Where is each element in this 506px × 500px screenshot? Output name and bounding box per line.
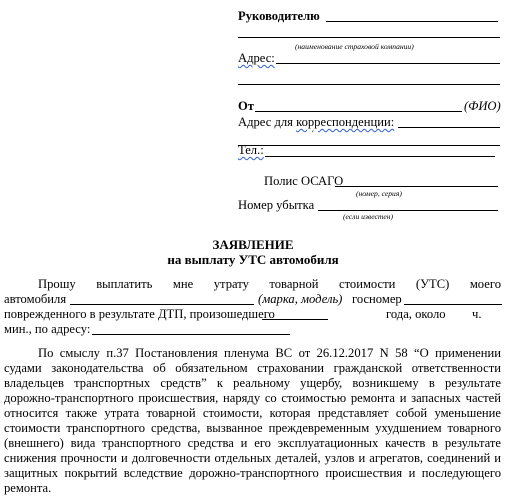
doc-title: ЗАЯВЛЕНИЕ [212, 237, 294, 252]
corr-address-label-prefix: Адрес для [238, 115, 293, 129]
doc-subtitle: на выплату УТС автомобиля [167, 252, 339, 267]
recipient-name-line [326, 21, 498, 22]
request-line-3-a: поврежденного в результате ДТП, произошедшего [4, 307, 275, 321]
osago-line [335, 186, 498, 187]
insurer-line [238, 37, 500, 38]
address-line-2 [238, 84, 500, 85]
request-line-3-b: года, около [386, 307, 446, 321]
phone-label: Тел.: [238, 143, 264, 157]
recipient-label: Руководителю [238, 9, 320, 23]
request-line-1 [38, 277, 501, 292]
insurer-caption: (наименование страховой компании) [295, 42, 414, 51]
body-line-4: дорожно-транспортного происшествия, наряду со стоимостью ремонта и запасных частей [4, 391, 501, 405]
loss-caption: (если известен) [343, 212, 394, 221]
request-line-3-c: ч. [472, 307, 482, 321]
car-model-line [70, 304, 254, 305]
corr-address-label [238, 115, 394, 130]
body-line-5: относится также утрата товарной стоимости, которая представляет собой уменьшение [4, 406, 501, 420]
plate-line [404, 304, 502, 305]
phone-line [265, 156, 495, 157]
word: выплатить [96, 277, 153, 291]
body-line-2: судами законодательства об обязательном страховании гражданской ответственности [4, 361, 501, 375]
place-line [92, 334, 290, 335]
word: утрату [213, 277, 249, 291]
corr-address-label-word: корреспонденции: [296, 115, 395, 129]
fio-line [255, 111, 462, 112]
loss-line [318, 210, 498, 211]
address-line [276, 63, 500, 64]
body-line-1: По смыслу п.37 Постановления пленума ВС от 26.12.2017 N 58 “О применении [38, 346, 501, 360]
corr-address-line-2 [238, 145, 500, 146]
body-line-9: защитных покрытий вследствие дорожно-транспортного происшествия и последующего [4, 466, 501, 480]
date-line [262, 319, 328, 320]
body-line-8: снижения прочности и долговечности отдельных деталей, узлов и агрегатов, соединений и [4, 451, 501, 465]
request-line-2-a: автомобиля [4, 292, 67, 306]
from-label: От [238, 99, 254, 113]
osago-label: Полис ОСАГО [264, 174, 344, 188]
fio-caption: (ФИО) [464, 99, 501, 113]
word: (УТС) [415, 277, 450, 291]
request-line-2-b: госномер [352, 292, 402, 306]
car-model-caption: (марка, модель) [258, 292, 343, 306]
body-line-last: ремонта. [4, 481, 52, 495]
request-line-4: мин., по адресу: [4, 322, 91, 336]
osago-caption: (номер, серия) [356, 189, 402, 198]
word: мне [172, 277, 194, 291]
loss-label: Номер убытка [238, 198, 315, 212]
body-line-7: (внешнего) вида транспортного средства и его эксплуатационных качеств в результате [4, 436, 501, 450]
address-label: Адрес: [238, 51, 275, 65]
word: моего [469, 277, 501, 291]
corr-address-line [398, 127, 500, 128]
word: товарной [269, 277, 319, 291]
word: Прошу [38, 277, 76, 291]
word: стоимости [339, 277, 396, 291]
body-line-6: стоимости транспортного средства, вызванное преждевременным ухудшением товарного [4, 421, 501, 435]
body-line-3: владельцев транспортных средств” к реальному ущербу, возникшему в результате [4, 376, 501, 390]
